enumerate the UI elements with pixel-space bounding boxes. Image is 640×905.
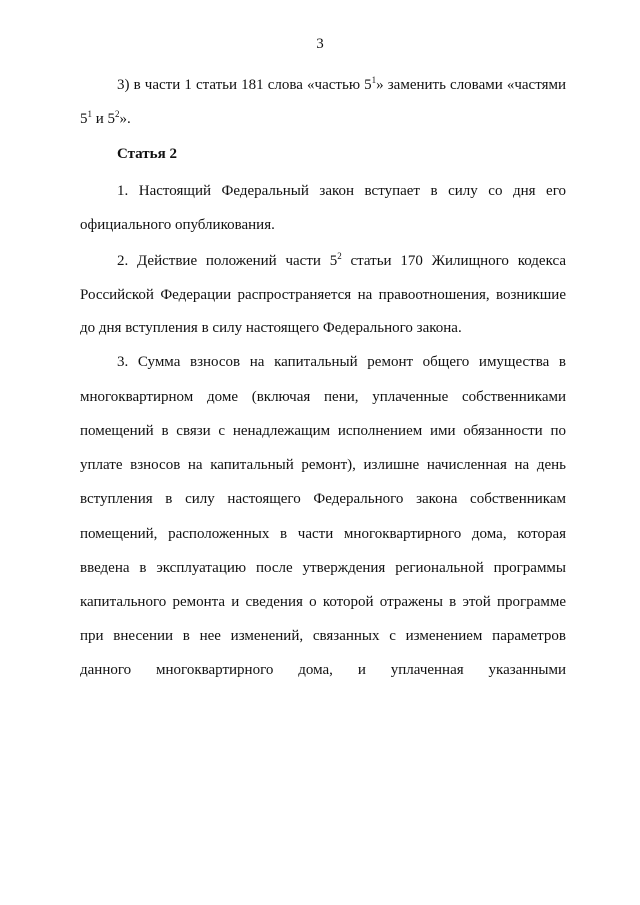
superscript: 1 [87,109,92,119]
superscript: 2 [337,251,342,261]
p1-line-2: официального опубликования. [80,217,275,233]
item3-text-c: 5 [80,111,88,127]
p3-line-5: вступления в силу настоящего Федерального закона собственникам [80,491,566,507]
p3-line-4: уплате взносов на капитальный ремонт), излишне начисленная на день [80,457,566,473]
p2-line-2: Российской Федерации распространяется на правоотношения, возникшие [80,287,566,303]
article-heading: Статья 2 [117,146,177,162]
superscript: 1 [371,75,377,85]
p3-line-7: введена в эксплуатацию после утверждения региональной программы [80,560,566,576]
superscript: 2 [115,109,120,119]
item3-line-2 [80,110,566,128]
item3-text-e: ». [119,111,131,127]
p2-text-a: 2. Действие положений части 5 [117,253,338,269]
item3-text-b: » заменить словами «частями [376,77,566,93]
p2-line-3: до дня вступления в силу настоящего Федерального закона. [80,320,462,336]
p1-line-1: 1. Настоящий Федеральный закон вступает в силу со дня его [117,183,566,199]
p3-line-8: капитального ремонта и сведения о которой отражены в этой программе [80,594,566,610]
p3-line-9: при внесении в нее изменений, связанных с изменением параметров [80,628,566,644]
item3-line-1 [117,76,566,94]
p3-line-1: 3. Сумма взносов на капитальный ремонт общего имущества в [117,354,566,370]
p3-line-3: помещений в связи с ненадлежащим исполнением ими обязанности по [80,423,566,439]
page-number: 3 [316,36,324,52]
item3-text-a: 3) в части 1 статьи 181 слова «частью 5 [117,77,372,93]
p3-line-10: данного многоквартирного дома, и уплаченная указанными [80,662,566,678]
item3-text-d: и 5 [92,111,116,127]
p2-line-1 [117,252,566,270]
p3-line-2: многоквартирном доме (включая пени, уплаченные собственниками [80,389,566,405]
p3-line-6: помещений, расположенных в части многоквартирного дома, которая [80,526,566,542]
p2-text-b: статьи 170 Жилищного кодекса [341,253,566,269]
